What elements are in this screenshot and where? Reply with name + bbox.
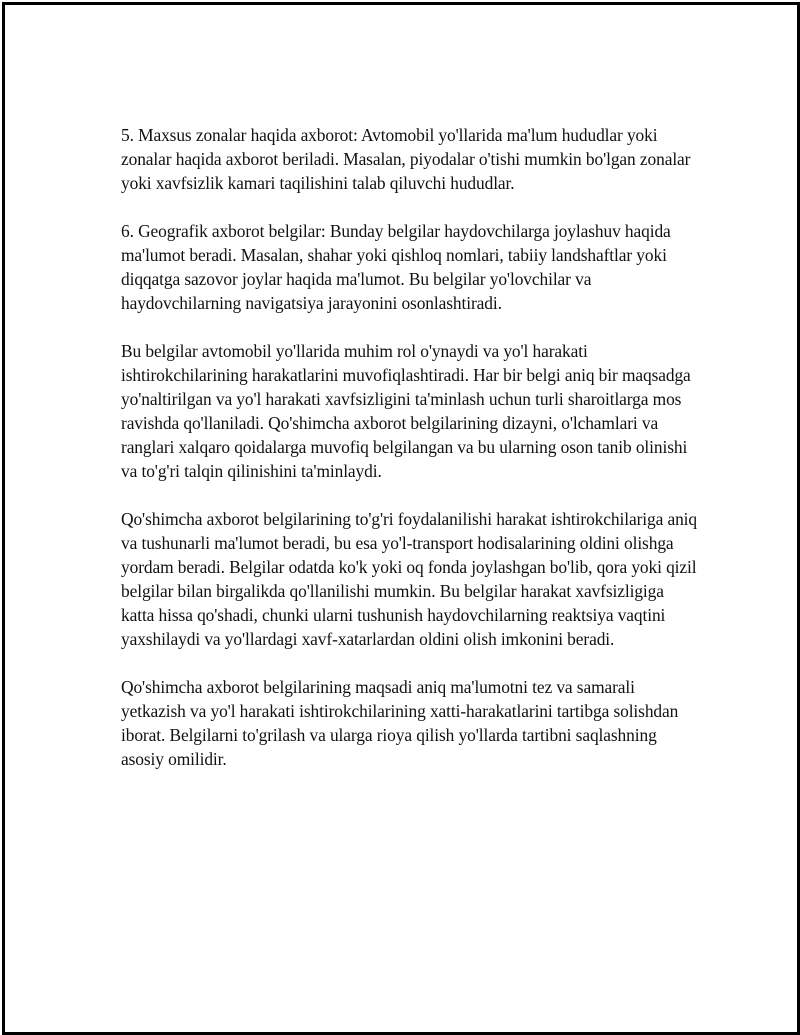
document-body — [121, 123, 701, 795]
paragraph-purpose: Qo'shimcha axborot belgilarining maqsadi aniq ma'lumotni tez va samarali yetkazish va yo'l harakati ishtirokchilarining xatti-harakatlarini tartibga solishdan iborat. Belgilarni to'grilash va ularga rioya qilish yo'llarda tartibni saqlashning asosiy omilidir. — [121, 677, 679, 769]
page-frame — [2, 2, 800, 1035]
paragraph-geographic-signs: 6. Geografik axborot belgilar: Bunday belgilar haydovchilarga joylashuv haqida ma'lumot beradi. Masalan, shahar yoki qishloq nomlari, tabiiy landshaftlar yoki diqqatga sazovor joylar haqida ma'lumot. Bu belgilar yo'lovchilar va haydovchilarning navigatsiya jarayonini osonlashtiradi. — [121, 221, 671, 313]
paragraph-special-zones: 5. Maxsus zonalar haqida axborot: Avtomobil yo'llarida ma'lum hududlar yoki zonalar haqida axborot beriladi. Masalan, piyodalar o'tishi mumkin bo'lgan zonalar yoki xavfsizlik kamari taqilishini talab qiluvchi hududlar. — [121, 125, 691, 193]
paragraph-correct-usage: Qo'shimcha axborot belgilarining to'g'ri foydalanilishi harakat ishtirokchilariga aniq va tushunarli ma'lumot beradi, bu esa yo'l-transport hodisalarining oldini olishga yordam beradi. Belgilar odatda ko'k yoki oq fonda joylashgan bo'lib, qora yoki qizil belgilar bilan birgalikda qo'llanilishi mumkin. Bu belgilar harakat xavfsizligiga katta hissa qo'shadi, chunki ularni tushunish haydovchilarning reaktsiya vaqtini yaxshilaydi va yo'llardagi xavf-xatarlardan oldini olish imkonini beradi. — [121, 509, 697, 649]
paragraph-role-of-signs: Bu belgilar avtomobil yo'llarida muhim rol o'ynaydi va yo'l harakati ishtirokchilarining harakatlarini muvofiqlashtiradi. Har bir belgi aniq bir maqsadga yo'naltirilgan va yo'l harakati xavfsizligini ta'minlash uchun turli sharoitlarga mos ravishda qo'llaniladi. Qo'shimcha axborot belgilarining dizayni, o'lchamlari va ranglari xalqaro qoidalarga muvofiq belgilangan va bu ularning oson tanib olinishi va to'g'ri talqin qilinishini ta'minlaydi. — [121, 341, 691, 481]
